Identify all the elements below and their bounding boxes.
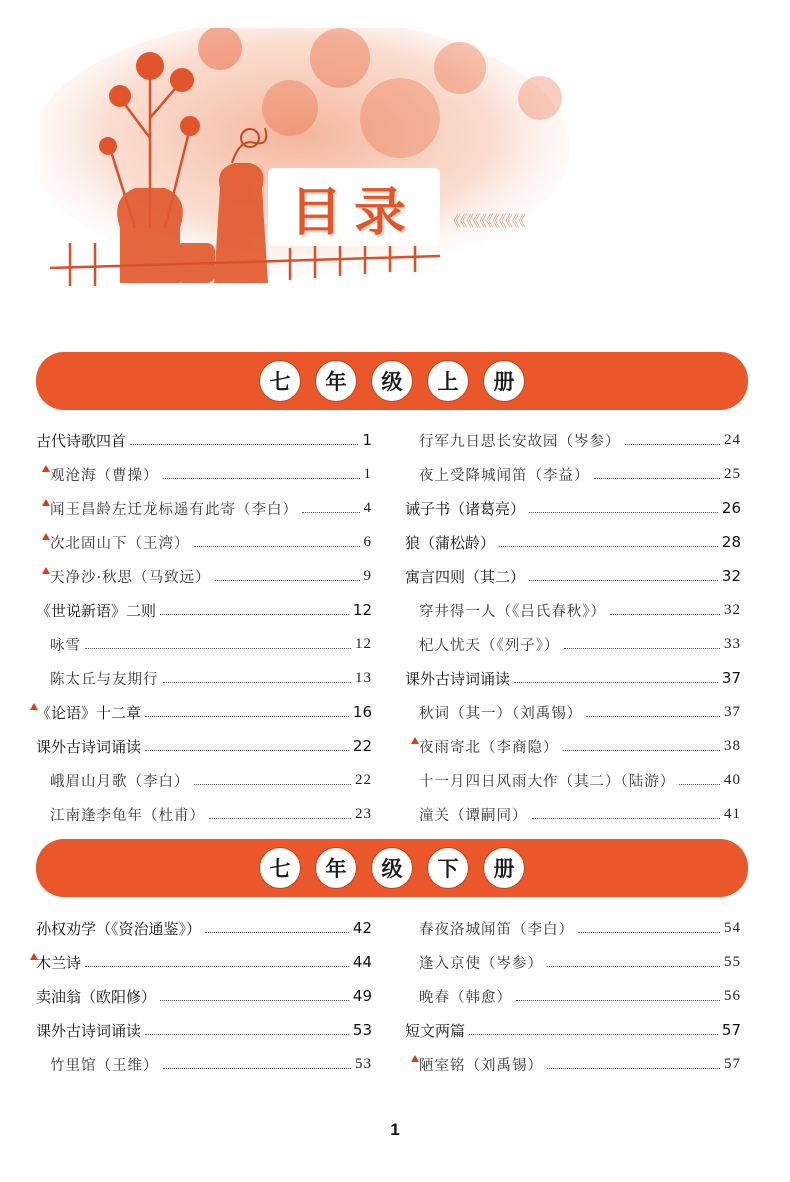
toc-column-upper-left (36, 423, 372, 831)
toc-entry-title: 十一月四日风雨大作（其二）（陆游） (419, 773, 676, 790)
toc-entry-title: 狼（蒲松龄） (405, 533, 496, 552)
toc-entry-title: 杞人忧天（《列子》） (419, 637, 560, 654)
toc-entry-title: 晚春（韩愈） (419, 989, 512, 1006)
page-number: 1 (390, 1120, 400, 1139)
dot-leader (679, 784, 720, 785)
dot-leader (160, 614, 349, 615)
toc-entry-page: 33 (724, 635, 741, 652)
toc-entry-title: 潼关（谭嗣同） (419, 807, 528, 824)
dot-leader (145, 1034, 349, 1035)
toc-entry-page: 6 (363, 533, 372, 550)
toc-entry[interactable] (36, 627, 372, 661)
dot-leader (564, 648, 721, 649)
banner-char: 册 (483, 847, 525, 889)
dot-leader (130, 444, 358, 445)
toc-entry-title: 寓言四则（其二） (405, 567, 526, 586)
toc-entry[interactable] (36, 729, 372, 763)
dot-leader (547, 1068, 720, 1069)
toc-entry-title: 观沧海（曹操） (50, 467, 159, 484)
toc-entry[interactable] (36, 763, 372, 797)
toc-entry-page: 37 (721, 669, 741, 687)
dot-leader (163, 1068, 352, 1069)
toc-entry[interactable] (36, 457, 372, 491)
toc-entry[interactable] (405, 491, 741, 525)
dot-leader (514, 682, 718, 683)
toc-entry-title: 课外古诗词诵读 (36, 1021, 142, 1040)
toc-entry-title: 短文两篇 (405, 1021, 466, 1040)
toc-entry-title: 《世说新语》二则 (36, 601, 157, 620)
toc-entry-page: 49 (352, 987, 372, 1005)
toc-entry[interactable] (405, 1047, 741, 1081)
dot-leader (215, 580, 360, 581)
toc-entry[interactable] (405, 797, 741, 831)
banner-char: 级 (371, 847, 413, 889)
toc-entry[interactable] (405, 559, 741, 593)
toc-entry-title: 峨眉山月歌（李白） (50, 773, 190, 790)
dot-leader (529, 512, 718, 513)
banner-char: 下 (427, 847, 469, 889)
title-box (268, 168, 440, 246)
toc-entry-page: 37 (724, 703, 741, 720)
dot-leader (594, 478, 721, 479)
toc-entry[interactable] (36, 1013, 372, 1047)
required-marker-icon (411, 737, 419, 744)
toc-column-upper-right (405, 423, 741, 831)
dot-leader (194, 546, 360, 547)
dot-leader (529, 580, 718, 581)
dot-leader (85, 648, 351, 649)
grade-banner-upper (36, 352, 748, 410)
dot-leader (194, 784, 352, 785)
toc-entry-title: 《论语》十二章 (36, 703, 142, 722)
toc-entry[interactable] (405, 1013, 741, 1047)
page-title: 目录 (289, 182, 418, 243)
toc-entry-title: 春夜洛城闻笛（李白） (419, 921, 574, 938)
toc-entry[interactable] (36, 559, 372, 593)
dot-leader (532, 818, 721, 819)
toc-entry-title: 秋词（其一）（刘禹锡） (419, 705, 583, 722)
dot-leader (516, 1000, 720, 1001)
toc-entry-page: 55 (724, 953, 741, 970)
toc-entry-page: 26 (721, 499, 741, 517)
toc-entry-page: 1 (362, 431, 372, 449)
toc-entry-page: 32 (721, 567, 741, 585)
toc-entry[interactable] (36, 525, 372, 559)
toc-entry-page: 41 (724, 805, 741, 822)
dot-leader (625, 444, 721, 445)
toc-entry[interactable] (405, 593, 741, 627)
dot-leader (145, 716, 349, 717)
dot-leader (85, 966, 349, 967)
grade-banner-lower (36, 839, 748, 897)
toc-entry-page: 23 (355, 805, 372, 822)
dot-leader (209, 818, 351, 819)
toc-entry[interactable] (36, 423, 372, 457)
required-marker-icon (42, 499, 50, 506)
toc-entry-page: 38 (724, 737, 741, 754)
dot-leader (205, 932, 349, 933)
toc-entry[interactable] (405, 457, 741, 491)
toc-entry-title: 逢入京使（岑参） (419, 955, 543, 972)
toc-entry-title: 行军九日思长安故园（岑参） (419, 433, 621, 450)
toc-entry-title: 课外古诗词诵读 (405, 669, 511, 688)
toc-entry-page: 56 (724, 987, 741, 1004)
toc-entry-title: 古代诗歌四首 (36, 431, 127, 450)
required-marker-icon (30, 953, 38, 960)
toc-entry[interactable] (36, 945, 372, 979)
toc-entry[interactable] (405, 695, 741, 729)
toc-entry-title: 陋室铭（刘禹锡） (419, 1057, 543, 1074)
banner-char: 七 (259, 360, 301, 402)
toc-entry-page: 53 (352, 1021, 372, 1039)
toc-entry-page: 12 (352, 601, 372, 619)
dot-leader (610, 614, 720, 615)
required-marker-icon (42, 533, 50, 540)
toc-entry-page: 22 (352, 737, 372, 755)
toc-entry-page: 53 (355, 1055, 372, 1072)
toc-entry[interactable] (36, 661, 372, 695)
toc-entry-title: 诫子书（诸葛亮） (405, 499, 526, 518)
toc-entry[interactable] (405, 423, 741, 457)
required-marker-icon (411, 1055, 419, 1062)
toc-entry-title: 孙权劝学（《资治通鉴》） (36, 919, 202, 938)
toc-entry[interactable] (36, 491, 372, 525)
toc-entry[interactable] (36, 695, 372, 729)
toc-entry-title: 咏雪 (50, 637, 81, 654)
dot-leader (499, 546, 718, 547)
toc-entry-title: 夜上受降城闻笛（李益） (419, 467, 590, 484)
toc-entry-page: 12 (355, 635, 372, 652)
toc-entry-title: 卖油翁（欧阳修） (36, 987, 157, 1006)
toc-entry-page: 13 (355, 669, 372, 686)
toc-entry[interactable] (36, 979, 372, 1013)
toc-entry-page: 9 (363, 567, 372, 584)
toc-entry-page: 25 (724, 465, 741, 482)
toc-entry-page: 54 (724, 919, 741, 936)
toc-entry-page: 57 (724, 1055, 741, 1072)
toc-entry-page: 22 (355, 771, 372, 788)
required-marker-icon (30, 703, 38, 710)
toc-column-lower-right (405, 911, 741, 1081)
required-marker-icon (42, 465, 50, 472)
toc-entry-title: 江南逢李龟年（杜甫） (50, 807, 205, 824)
dot-leader (163, 478, 360, 479)
toc-entry[interactable] (36, 1047, 372, 1081)
toc-column-lower-left (36, 911, 372, 1081)
toc-entry[interactable] (405, 661, 741, 695)
toc-entry-title: 陈太丘与友期行 (50, 671, 159, 688)
toc-entry-title: 竹里馆（王维） (50, 1057, 159, 1074)
dot-leader (145, 750, 349, 751)
banner-char: 册 (483, 360, 525, 402)
toc-entry-page: 16 (352, 703, 372, 721)
toc-entry-page: 28 (721, 533, 741, 551)
banner-char: 级 (371, 360, 413, 402)
toc-entry[interactable] (405, 911, 741, 945)
toc-entry-page: 32 (724, 601, 741, 618)
toc-entry-page: 42 (352, 919, 372, 937)
toc-entry-title: 穿井得一人（《吕氏春秋》） (419, 603, 606, 620)
banner-char: 年 (315, 360, 357, 402)
toc-entry[interactable] (405, 627, 741, 661)
toc-entry[interactable] (36, 797, 372, 831)
dot-leader (469, 1034, 718, 1035)
required-marker-icon (42, 567, 50, 574)
toc-entry[interactable] (405, 729, 741, 763)
banner-char: 七 (259, 847, 301, 889)
toc-entry[interactable] (36, 911, 372, 945)
banner-char: 年 (315, 847, 357, 889)
dot-leader (163, 682, 352, 683)
toc-entry-page: 24 (724, 431, 741, 448)
dot-leader (160, 1000, 349, 1001)
toc-entry-title: 课外古诗词诵读 (36, 737, 142, 756)
toc-entry-page: 4 (363, 499, 372, 516)
toc-entry[interactable] (36, 593, 372, 627)
toc-entry-page: 1 (363, 465, 372, 482)
toc-entry[interactable] (405, 525, 741, 559)
dot-leader (547, 966, 720, 967)
header-illustration (40, 28, 600, 298)
dot-leader (563, 750, 721, 751)
toc-entry-title: 天净沙·秋思（马致远） (50, 569, 211, 586)
title-chevrons: 《《《《《《《《《《《 (446, 212, 526, 230)
toc-entry-title: 夜雨寄北（李商隐） (419, 739, 559, 756)
toc-entry[interactable] (405, 945, 741, 979)
toc-entry-page: 44 (352, 953, 372, 971)
toc-entry-title: 木兰诗 (36, 953, 82, 972)
toc-entry[interactable] (405, 979, 741, 1013)
toc-entry-title: 闻王昌龄左迁龙标遥有此寄（李白） (50, 501, 298, 518)
toc-entry-title: 次北固山下（王湾） (50, 535, 190, 552)
toc-entry-page: 40 (724, 771, 741, 788)
dot-leader (302, 512, 360, 513)
dot-leader (586, 716, 720, 717)
toc-entry-page: 57 (721, 1021, 741, 1039)
toc-entry[interactable] (405, 763, 741, 797)
dot-leader (578, 932, 720, 933)
banner-char: 上 (427, 360, 469, 402)
